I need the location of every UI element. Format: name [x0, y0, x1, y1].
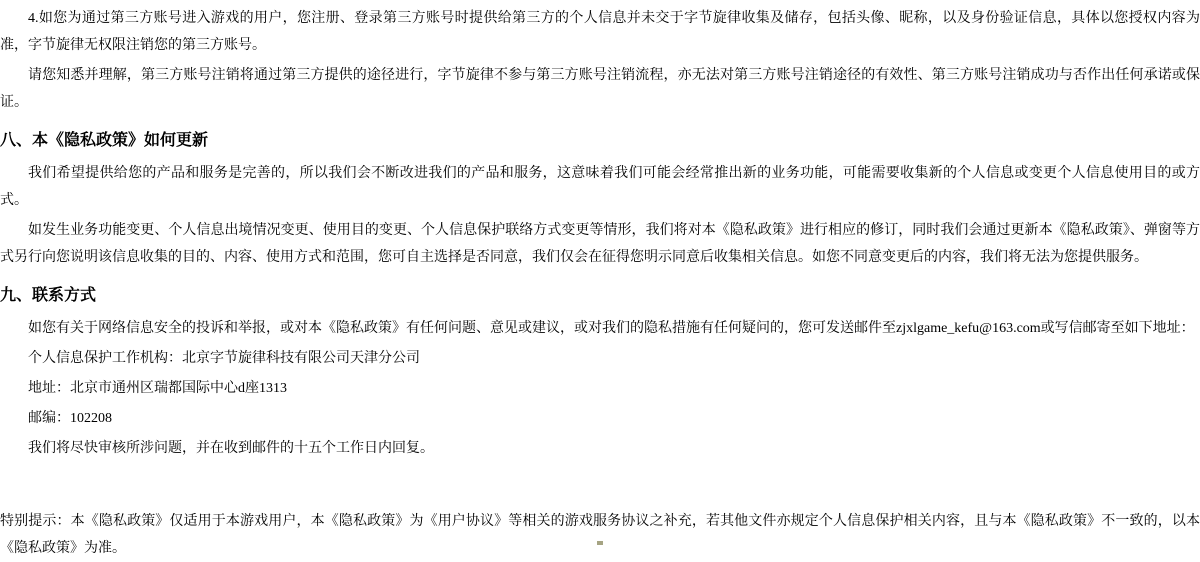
section-heading-policy-update: 八、本《隐私政策》如何更新: [0, 132, 209, 149]
section-heading-contact: 九、联系方式: [0, 287, 97, 304]
contact-organization-line: 个人信息保护工作机构：北京字节旋律科技有限公司天津分公司: [28, 351, 420, 366]
blank-line-spacer: [0, 465, 1200, 505]
contact-zipcode-line: 邮编：102208: [28, 411, 112, 426]
tiny-page-artifact: [597, 541, 603, 545]
paragraph-policy-revision: 如发生业务功能变更、个人信息出境情况变更、使用目的变更、个人信息保护联络方式变更等情形，我们将对本《隐私政策》进行相应的修订，同时我们会通过更新本《隐私政策》、弹窗等方式另行向您说明该信息收集的目的、内容、使用方式和范围，您可自主选择是否同意，我们仅会在征得您明示同意后收集相关信息。如您不同意变更后的内容，我们将无法为您提供服务。: [0, 223, 1200, 265]
paragraph-special-notice: 特别提示：本《隐私政策》仅适用于本游戏用户，本《隐私政策》为《用户协议》等相关的游戏服务协议之补充，若其他文件亦规定个人信息保护相关内容，且与本《隐私政策》不一致的，以本《隐私政策》为准。: [0, 514, 1200, 556]
paragraph-third-party-logout: 请您知悉并理解，第三方账号注销将通过第三方提供的途径进行，字节旋律不参与第三方账号注销流程，亦无法对第三方账号注销途径的有效性、第三方账号注销成功与否作出任何承诺或保证。: [0, 68, 1200, 110]
paragraph-third-party-account: 4.如您为通过第三方账号进入游戏的用户，您注册、登录第三方账号时提供给第三方的个人信息并未交于字节旋律收集及储存，包括头像、昵称，以及身份验证信息，具体以您授权内容为准，字节旋律无权限注销您的第三方账号。: [0, 11, 1200, 53]
paragraph-reply-time: 我们将尽快审核所涉问题，并在收到邮件的十五个工作日内回复。: [28, 441, 434, 456]
contact-address-line: 地址：北京市通州区瑞都国际中心d座1313: [28, 381, 287, 396]
paragraph-contact-intro: 如您有关于网络信息安全的投诉和举报，或对本《隐私政策》有任何问题、意见或建议，或对我们的隐私措施有任何疑问的，您可发送邮件至zjxlgame_kefu@163.com或写信邮寄至如下地址：: [28, 321, 1195, 336]
paragraph-service-improvement: 我们希望提供给您的产品和服务是完善的，所以我们会不断改进我们的产品和服务，这意味着我们可能会经常推出新的业务功能，可能需要收集新的个人信息或变更个人信息使用目的或方式。: [0, 166, 1200, 208]
